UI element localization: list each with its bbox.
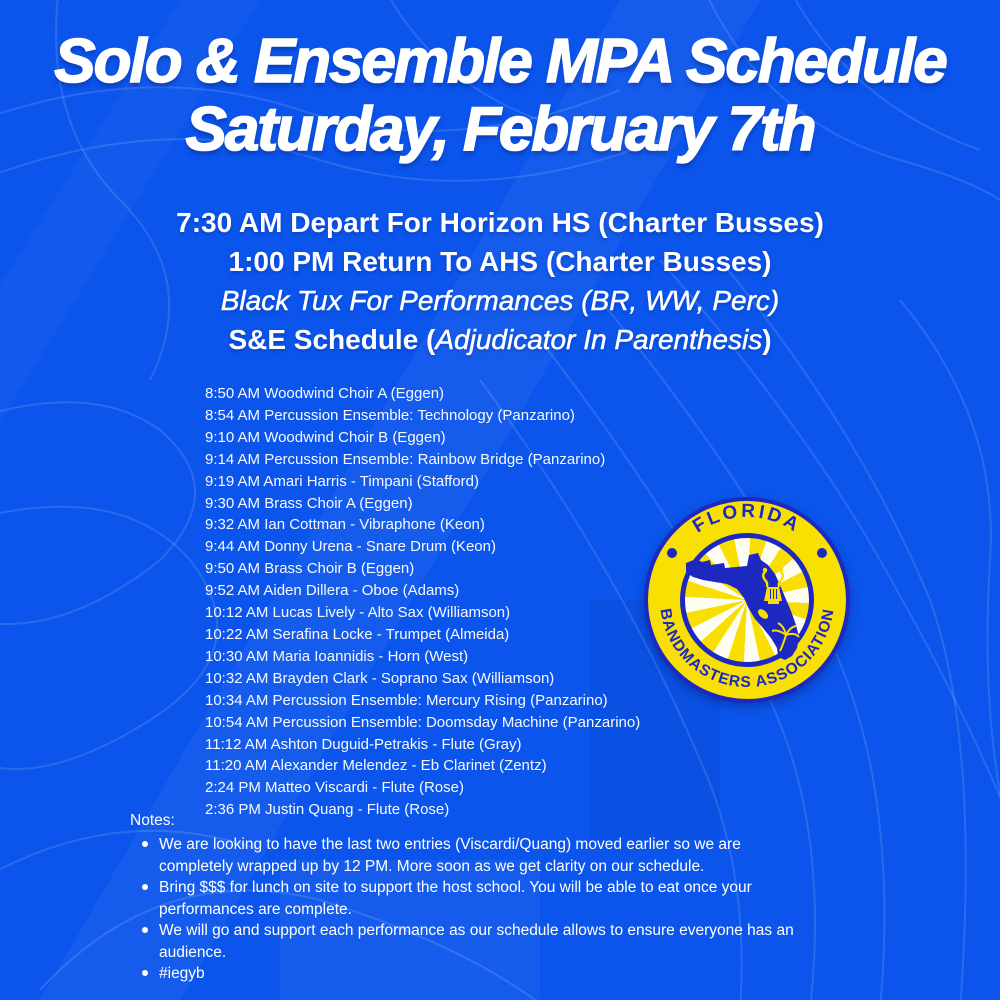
schedule-heading-prefix: S&E Schedule ( xyxy=(228,324,436,355)
schedule-item: 8:50 AM Woodwind Choir A (Eggen) xyxy=(205,385,445,402)
note-item xyxy=(140,920,800,963)
schedule-item: 9:44 AM Donny Urena - Snare Drum (Keon) xyxy=(205,538,496,556)
title-line-1: Solo & Ensemble MPA Schedule xyxy=(54,27,946,96)
logo-artwork xyxy=(644,497,850,703)
note-text: Bring $$$ for lunch on site to support the host school. You will be able to eat once your performances are complete. xyxy=(159,879,752,918)
attire-line: Black Tux For Performances (BR, WW, Perc) xyxy=(220,285,780,316)
notes-label: Notes: xyxy=(130,812,175,829)
schedule-list xyxy=(205,383,640,821)
schedule-item: 9:50 AM Brass Choir B (Eggen) xyxy=(205,560,415,578)
return-line: 1:00 PM Return To AHS (Charter Busses) xyxy=(228,246,772,277)
svg-text:FLORIDA xyxy=(689,501,804,537)
logo-dot-left xyxy=(667,548,677,558)
schedule-item: 9:14 AM Percussion Ensemble: Rainbow Bridge (Panzarino) xyxy=(205,450,606,468)
note-item xyxy=(140,834,800,877)
logo-arc-text-bottom: BANDMASTERS ASSOCIATION xyxy=(656,607,838,692)
schedule-item: 9:32 AM Ian Cottman - Vibraphone (Keon) xyxy=(205,516,485,534)
depart-line: 7:30 AM Depart For Horizon HS (Charter Busses) xyxy=(176,207,824,238)
title-line-2: Saturday, February 7th xyxy=(185,95,815,164)
note-text: We will go and support each performance as our schedule allows to ensure everyone has an audience. xyxy=(159,922,794,961)
note-item xyxy=(140,877,800,920)
schedule-item: 9:30 AM Brass Choir A (Eggen) xyxy=(205,494,413,512)
schedule-item: 8:54 AM Percussion Ensemble: Technology (Panzarino) xyxy=(205,406,575,424)
schedule-item: 10:32 AM Brayden Clark - Soprano Sax (Williamson) xyxy=(205,669,555,687)
schedule-item: 9:10 AM Woodwind Choir B (Eggen) xyxy=(205,428,446,446)
bullet-icon xyxy=(142,970,148,976)
schedule-heading xyxy=(0,320,1000,359)
schedule-item: 9:52 AM Aiden Dillera - Oboe (Adams) xyxy=(205,582,460,600)
schedule-item: 11:12 AM Ashton Duguid-Petrakis - Flute (Gray) xyxy=(205,735,522,753)
schedule-heading-italic: Adjudicator In Parenthesis xyxy=(435,324,763,355)
notes-list xyxy=(140,834,800,985)
bullet-icon xyxy=(142,927,148,933)
schedule-item: 9:19 AM Amari Harris - Timpani (Stafford) xyxy=(205,472,479,490)
bullet-icon xyxy=(142,884,148,890)
logo-arc-text-top: FLORIDA xyxy=(689,500,805,538)
florida-map-icon xyxy=(686,553,799,660)
schedule-item: 10:34 AM Percussion Ensemble: Mercury Rising (Panzarino) xyxy=(205,691,608,709)
event-info xyxy=(0,203,1000,359)
schedule-item: 2:36 PM Justin Quang - Flute (Rose) xyxy=(205,801,450,819)
schedule-item: 10:30 AM Maria Ioannidis - Horn (West) xyxy=(205,647,469,665)
schedule-heading-suffix: ) xyxy=(762,324,772,355)
schedule-item: 11:20 AM Alexander Melendez - Eb Clarinet (Zentz) xyxy=(205,757,547,775)
schedule-item: 10:12 AM Lucas Lively - Alto Sax (Williamson) xyxy=(205,604,511,622)
note-text: #iegyb xyxy=(159,965,205,982)
schedule-item: 10:22 AM Serafina Locke - Trumpet (Almeida) xyxy=(205,625,510,643)
fba-logo xyxy=(644,497,850,703)
logo-dot-right xyxy=(817,548,827,558)
schedule-item: 10:54 AM Percussion Ensemble: Doomsday Machine (Panzarino) xyxy=(205,713,641,731)
svg-text:BANDMASTERS ASSOCIATION xyxy=(656,607,837,691)
page-title xyxy=(0,28,1000,164)
bullet-icon xyxy=(142,841,148,847)
note-item xyxy=(140,963,800,985)
schedule-item: 2:24 PM Matteo Viscardi - Flute (Rose) xyxy=(205,779,464,797)
note-text: We are looking to have the last two entries (Viscardi/Quang) moved earlier so we are completely wrapped up by 12 PM. More soon as we get clarity on our schedule. xyxy=(159,836,741,875)
